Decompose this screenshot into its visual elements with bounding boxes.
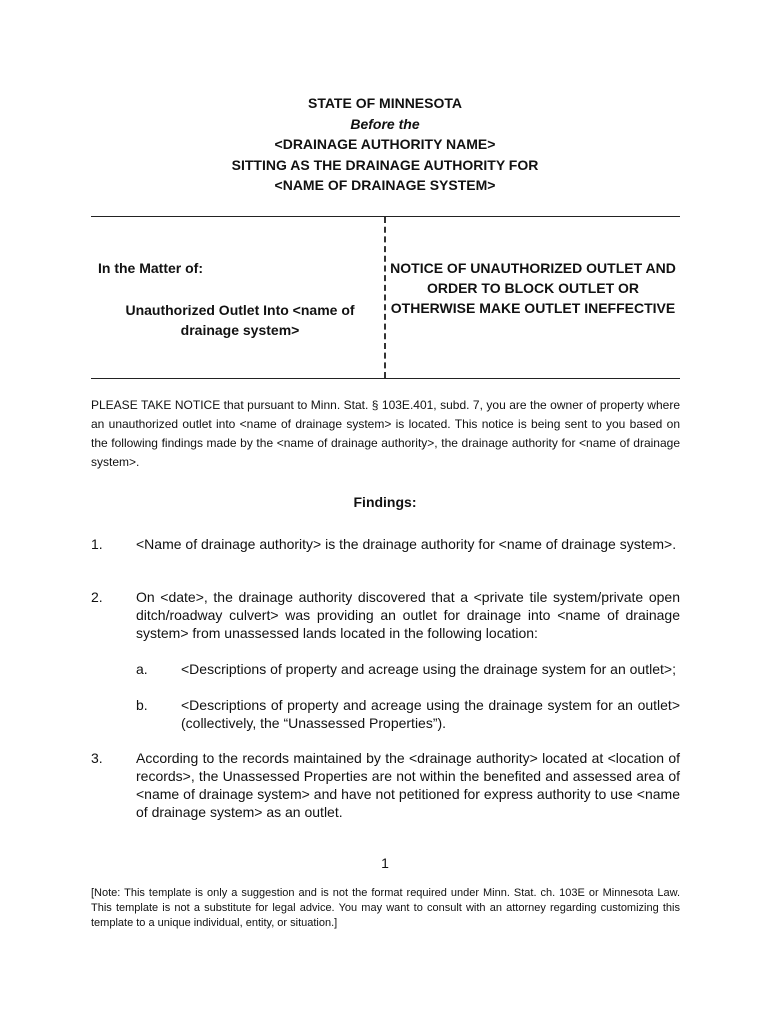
in-the-matter-label: In the Matter of: <box>98 260 203 276</box>
finding-text: According to the records maintained by the <drainage authority> located at <location of records>, the Unassessed Properties are not within the benefited and assessed area of <name of drainage system> and have not petitioned for express authority to use <name of drainage system> as an outlet. <box>136 750 680 820</box>
subitem-letter: a. <box>136 661 148 677</box>
subitem-text: <Descriptions of property and acreage using the drainage system for an outlet>; <box>181 661 676 677</box>
court-header <box>0 93 770 196</box>
caption-left <box>91 258 381 340</box>
finding-subitem <box>136 660 680 678</box>
bottom-rule <box>91 378 680 379</box>
finding-number: 3. <box>91 750 103 766</box>
sitting-as-line: SITTING AS THE DRAINAGE AUTHORITY FOR <box>231 156 539 173</box>
matter-description: Unauthorized Outlet Into <name of drainage system> <box>125 302 355 338</box>
finding-item <box>91 588 680 642</box>
state-line: STATE OF MINNESOTA <box>308 95 462 111</box>
findings-heading: Findings: <box>353 494 417 510</box>
notice-title: NOTICE OF UNAUTHORIZED OUTLET AND ORDER TO BLOCK OUTLET OR OTHERWISE MAKE OUTLET INEFFECTIVE <box>390 260 676 316</box>
finding-number: 2. <box>91 589 103 605</box>
system-name-line: <NAME OF DRAINAGE SYSTEM> <box>274 177 496 193</box>
finding-item <box>91 749 680 821</box>
subitem-letter: b. <box>136 697 148 713</box>
before-line: Before the <box>350 115 420 132</box>
finding-item <box>91 535 680 553</box>
authority-name-line: <DRAINAGE AUTHORITY NAME> <box>274 136 496 152</box>
page-number: 1 <box>381 855 389 871</box>
subitem-text: <Descriptions of property and acreage using the drainage system for an outlet> (collectively, the “Unassessed Properties”). <box>181 697 680 731</box>
finding-text: <Name of drainage authority> is the drainage authority for <name of drainage system>. <box>136 536 677 552</box>
template-note: [Note: This template is only a suggestion and is not the format required under Minn. Stat. ch. 103E or Minnesota Law. This template is not a substitute for legal advice. You may want to consult with an attorney regarding customizing this template to a unique individual, entity, or situation.] <box>91 887 680 929</box>
notice-paragraph: PLEASE TAKE NOTICE that pursuant to Minn. Stat. § 103E.401, subd. 7, you are the owner of property where an unauthorized outlet into <name of drainage system> is located. This notice is being sent to you based on the following findings made by the <name of drainage authority>, the drainage authority for <name of drainage system>. <box>91 398 680 469</box>
finding-number: 1. <box>91 536 103 552</box>
finding-text: On <date>, the drainage authority discovered that a <private tile system/private open ditch/roadway culvert> was providing an outlet for drainage into <name of drainage system> from unassessed lands located in the following location: <box>136 589 680 641</box>
finding-subitem <box>136 696 680 732</box>
